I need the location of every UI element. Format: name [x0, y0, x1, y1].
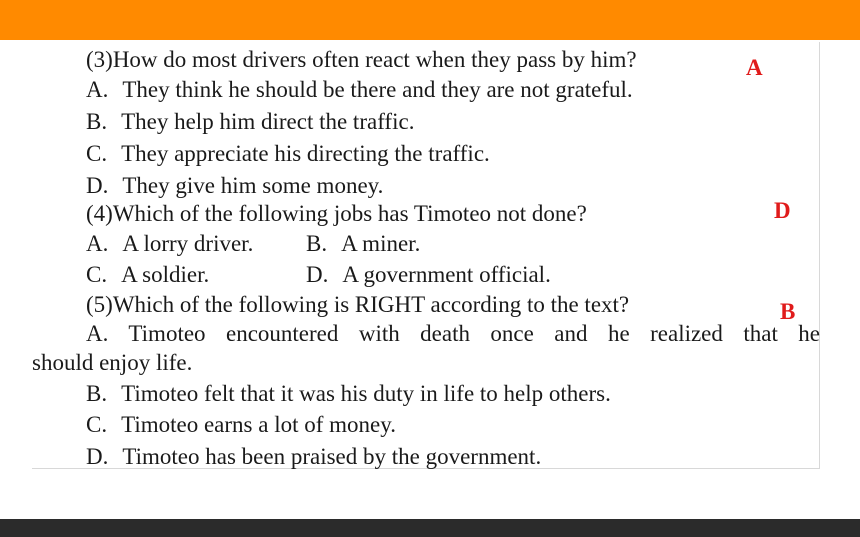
question-3-option-a	[86, 76, 633, 103]
question-4-option-c	[86, 261, 209, 288]
question-4-option-a	[86, 230, 253, 257]
question-5-answer: B	[780, 299, 796, 324]
option-text: A soldier.	[121, 262, 210, 287]
option-letter: C.	[86, 141, 108, 166]
option-letter: D.	[306, 262, 329, 287]
option-text: They give him some money.	[122, 173, 384, 198]
question-4-stem: (4)Which of the following jobs has Timoteo not done?	[86, 201, 587, 226]
option-letter: B.	[86, 109, 108, 134]
question-4-option-d	[306, 261, 551, 288]
option-text: A government official.	[342, 262, 551, 287]
question-3-stem: (3)How do most drivers often react when they pass by him?	[86, 47, 637, 72]
question-3-answer: A	[746, 55, 763, 80]
question-4-option-b	[306, 230, 420, 257]
question-3-option-c	[86, 140, 490, 167]
option-text: A lorry driver.	[122, 231, 254, 256]
option-text: They help him direct the traffic.	[121, 109, 415, 134]
option-text: A miner.	[341, 231, 421, 256]
question-5-stem: (5)Which of the following is RIGHT according to the text?	[86, 292, 630, 317]
option-text: Timoteo has been praised by the government.	[122, 444, 542, 469]
option-letter: C.	[86, 412, 108, 437]
question-3-option-b	[86, 108, 414, 135]
question-5-option-a	[86, 320, 820, 347]
option-letter: C.	[86, 262, 108, 287]
question-5-option-b	[86, 380, 611, 407]
option-letter: D.	[86, 173, 109, 198]
option-text: They appreciate his directing the traffic.	[121, 141, 490, 166]
question-5-option-c	[86, 411, 396, 438]
option-letter: A.	[86, 321, 109, 346]
option-text: Timoteo earns a lot of money.	[121, 412, 396, 437]
option-text: They think he should be there and they are not grateful.	[122, 77, 633, 102]
question-4-answer: D	[774, 198, 791, 223]
question-5-option-a-continuation: should enjoy life.	[32, 350, 193, 375]
footer-bar	[0, 519, 860, 537]
option-letter: B.	[306, 231, 328, 256]
option-letter: B.	[86, 381, 108, 406]
question-5-option-d	[86, 443, 541, 470]
question-3-option-d	[86, 172, 383, 199]
option-text: Timoteo felt that it was his duty in life to help others.	[121, 381, 611, 406]
option-letter: A.	[86, 77, 109, 102]
option-letter: A.	[86, 231, 109, 256]
header-bar	[0, 0, 860, 40]
option-text: Timoteo encountered with death once and he realized that he	[128, 321, 820, 346]
option-letter: D.	[86, 444, 109, 469]
